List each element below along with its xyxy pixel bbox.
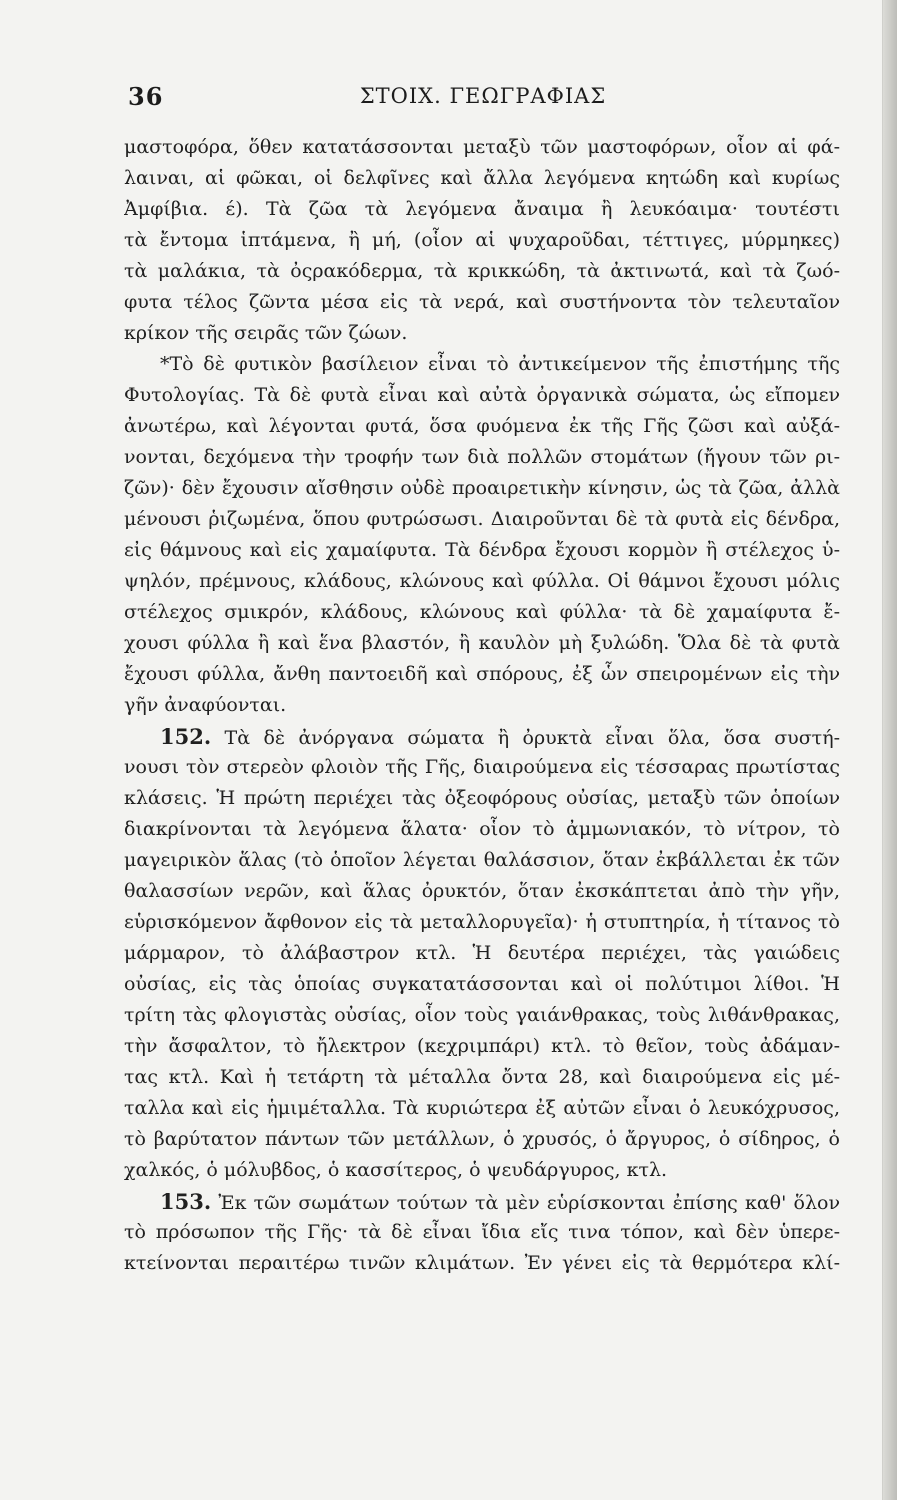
text-line: φυτα τέλος ζῶντα μέσα εἰς τὰ νερά, καὶ συστήνοντα τὸν τελευταῖον <box>124 291 840 313</box>
text-line: ἀνωτέρω, καὶ λέγονται φυτά, ὅσα φυόμενα ἐκ τῆς Γῆς ζῶσι καὶ αὐξά- <box>124 415 840 437</box>
text-line: εἰς θάμνους καὶ εἰς χαμαίφυτα. Τὰ δένδρα ἔχουσι κορμὸν ἢ στέλεχος ὑ- <box>124 539 840 561</box>
body-text <box>124 132 840 1279</box>
text-line: τὸ βαρύτατον πάντων τῶν μετάλλων, ὁ χρυσός, ὁ ἄργυρος, ὁ σίδηρος, ὁ <box>124 1128 840 1150</box>
text-line <box>124 721 840 752</box>
page-number: 36 <box>128 82 164 111</box>
text-line: οὐσίας, εἰς τὰς ὁποίας συγκατατάσσονται καὶ οἱ πολύτιμοι λίθοι. Ἡ <box>124 973 840 995</box>
text-line: εὑρισκόμενον ἄφθονον εἰς τὰ μεταλλορυγεῖα)· ἡ στυπτηρία, ἡ τίτανος τὸ <box>124 911 840 933</box>
text-line: χουσι φύλλα ἢ καὶ ἕνα βλαστόν, ἢ καυλὸν μὴ ξυλώδη. Ὅλα δὲ τὰ φυτὰ <box>124 632 840 654</box>
text-line <box>124 1186 840 1217</box>
text-line: τὰ μαλάκια, τὰ ὀςρακόδερμα, τὰ κρικκώδη, τὰ ἀκτινωτά, καὶ τὰ ζωό- <box>124 260 840 282</box>
text-line: θαλασσίων νερῶν, καὶ ἅλας ὀρυκτόν, ὅταν ἐκσκάπτεται ἀπὸ τὴν γῆν, <box>124 880 840 902</box>
text-line: τὰ ἔντομα ἱπτάμενα, ἢ μή, (οἷον αἱ ψυχαροῦδαι, τέττιγες, μύρμηκες) <box>124 229 840 251</box>
text-line: ταλλα καὶ εἰς ἡμιμέταλλα. Τὰ κυριώτερα ἐξ αὐτῶν εἶναι ὁ λευκόχρυσος, <box>124 1097 840 1119</box>
text-line: Φυτολογίας. Τὰ δὲ φυτὰ εἶναι καὶ αὐτὰ ὀργανικὰ σώματα, ὡς εἴπομεν <box>124 384 840 406</box>
section-text: Ἐκ τῶν σωμάτων τούτων τὰ μὲν εὑρίσκονται ἐπίσης καθ' ὅλον <box>218 1192 840 1214</box>
text-line: νουσι τὸν στερεὸν φλοιὸν τῆς Γῆς, διαιρούμενα εἰς τέσσαρας πρωτίστας <box>124 756 840 778</box>
page-edge-line <box>882 0 883 1500</box>
text-line: κτείνονται περαιτέρω τινῶν κλιμάτων. Ἐν γένει εἰς τὰ θερμότερα κλί- <box>124 1252 840 1274</box>
text-line: χαλκός, ὁ μόλυβδος, ὁ κασσίτερος, ὁ ψευδάργυρος, κτλ. <box>124 1159 668 1181</box>
running-title: ΣΤΟΙΧ. ΓΕΩΓΡΑΦΙΑΣ <box>359 84 607 108</box>
text-line: λαιναι, αἱ φῶκαι, οἱ δελφῖνες καὶ ἄλλα λεγόμενα κητώδη καὶ κυρίως <box>124 167 840 189</box>
text-line: διακρίνονται τὰ λεγόμενα ἅλατα· οἷον τὸ ἀμμωνιακόν, τὸ νίτρον, τὸ <box>124 818 840 840</box>
text-line: στέλεχος σμικρόν, κλάδους, κλώνους καὶ φύλλα· τὰ δὲ χαμαίφυτα ἔ- <box>124 601 840 623</box>
text-line: κλάσεις. Ἡ πρώτη περιέχει τὰς ὀξεοφόρους οὐσίας, μεταξὺ τῶν ὁποίων <box>124 787 840 809</box>
text-line: γῆν ἀναφύονται. <box>124 694 287 716</box>
text-line: τας κτλ. Καὶ ἡ τετάρτη τὰ μέταλλα ὄντα 28, καὶ διαιρούμενα εἰς μέ- <box>124 1066 840 1088</box>
text-line: τὴν ἄσφαλτον, τὸ ἤλεκτρον (κεχριμπάρι) κτλ. τὸ θεῖον, τοὺς ἀδάμαν- <box>124 1035 840 1057</box>
text-line: Ἀμφίβια. έ). Τὰ ζῶα τὰ λεγόμενα ἄναιμα ἢ λευκόαιμα· τουτέστι <box>124 198 840 220</box>
text-line: ἔχουσι φύλλα, ἄνθη παντοειδῆ καὶ σπόρους, ἐξ ὧν σπειρομένων εἰς τὴν <box>124 663 840 685</box>
text-line: τὸ πρόσωπον τῆς Γῆς· τὰ δὲ εἶναι ἴδια εἴς τινα τόπον, καὶ δὲν ὑπερε- <box>124 1221 840 1243</box>
text-line: μαστοφόρα, ὅθεν κατατάσσονται μεταξὺ τῶν μαστοφόρων, οἷον αἱ φά- <box>124 136 840 158</box>
page-spine-shadow <box>883 0 897 1500</box>
text-line: μάρμαρον, τὸ ἀλάβαστρον κτλ. Ἡ δευτέρα περιέχει, τὰς γαιώδεις <box>124 942 840 964</box>
text-line: κρίκον τῆς σειρᾶς τῶν ζώων. <box>124 322 408 344</box>
text-line: ψηλόν, πρέμνους, κλάδους, κλώνους καὶ φύλλα. Οἱ θάμνοι ἔχουσι μόλις <box>124 570 840 592</box>
text-line: ζῶν)· δὲν ἔχουσιν αἴσθησιν οὐδὲ προαιρετικὴν κίνησιν, ὡς τὰ ζῶα, ἀλλὰ <box>124 477 840 499</box>
page-header <box>128 82 838 116</box>
text-line: *Τὸ δὲ φυτικὸν βασίλειον εἶναι τὸ ἀντικείμενον τῆς ἐπιστήμης τῆς <box>160 353 840 375</box>
text-line: μένουσι ῥιζωμένα, ὅπου φυτρώσωσι. Διαιροῦνται δὲ τὰ φυτὰ εἰς δένδρα, <box>124 508 840 530</box>
text-line: νονται, δεχόμενα τὴν τροφήν των διὰ πολλῶν στομάτων (ἤγουν τῶν ρι- <box>124 446 840 468</box>
section-number: 152. <box>160 724 212 749</box>
text-line: μαγειρικὸν ἅλας (τὸ ὁποῖον λέγεται θαλάσσιον, ὅταν ἐκβάλλεται ἐκ τῶν <box>124 849 840 871</box>
text-line: τρίτη τὰς φλογιστὰς οὐσίας, οἷον τοὺς γαιάνθρακας, τοὺς λιθάνθρακας, <box>124 1004 840 1026</box>
section-text: Τὰ δὲ ἀνόργανα σώματα ἢ ὀρυκτὰ εἶναι ὅλα, ὅσα συστή- <box>224 727 840 749</box>
section-number: 153. <box>160 1189 212 1214</box>
